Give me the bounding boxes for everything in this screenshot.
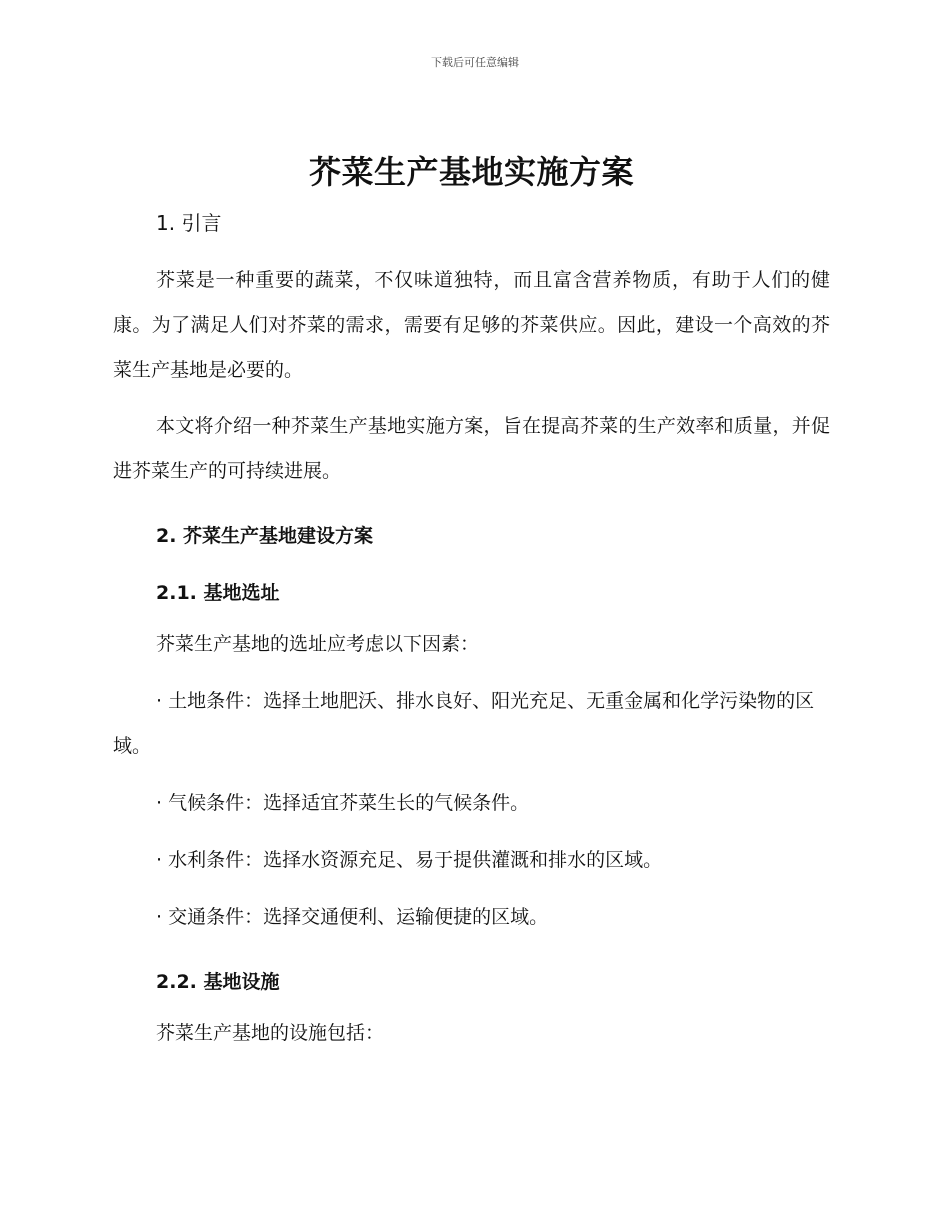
- list-item: · 水利条件：选择水资源充足、易于提供灌溉和排水的区域。: [156, 849, 663, 871]
- list-item: · 土地条件：选择土地肥沃、排水良好、阳光充足、无重金属和化学污染物的区域。: [113, 690, 815, 757]
- document-body: [113, 146, 830, 1056]
- paragraph-intro-1: 芥菜是一种重要的蔬菜，不仅味道独特，而且富含营养物质，有助于人们的健康。为了满足人们对芥菜的需求，需要有足够的芥菜供应。因此，建设一个高效的芥菜生产基地是必要的。: [113, 269, 830, 381]
- header-note: 下载后可任意编辑: [431, 56, 519, 69]
- section-heading-intro: 1. 引言: [156, 211, 222, 235]
- paragraph-facilities-intro: 芥菜生产基地的设施包括：: [156, 1022, 385, 1044]
- list-item: · 交通条件：选择交通便利、运输便捷的区域。: [156, 906, 549, 928]
- list-item: · 气候条件：选择适宜芥菜生长的气候条件。: [156, 792, 530, 814]
- paragraph-intro-2: 本文将介绍一种芥菜生产基地实施方案，旨在提高芥菜的生产效率和质量，并促进芥菜生产的可持续进展。: [113, 415, 830, 482]
- paragraph-site-intro: 芥菜生产基地的选址应考虑以下因素：: [156, 633, 480, 655]
- document-title: 芥菜生产基地实施方案: [308, 153, 634, 191]
- subsection-heading-site: 2.1. 基地选址: [156, 582, 280, 604]
- section-heading-plan: 2. 芥菜生产基地建设方案: [156, 525, 374, 547]
- subsection-heading-facilities: 2.2. 基地设施: [156, 971, 280, 993]
